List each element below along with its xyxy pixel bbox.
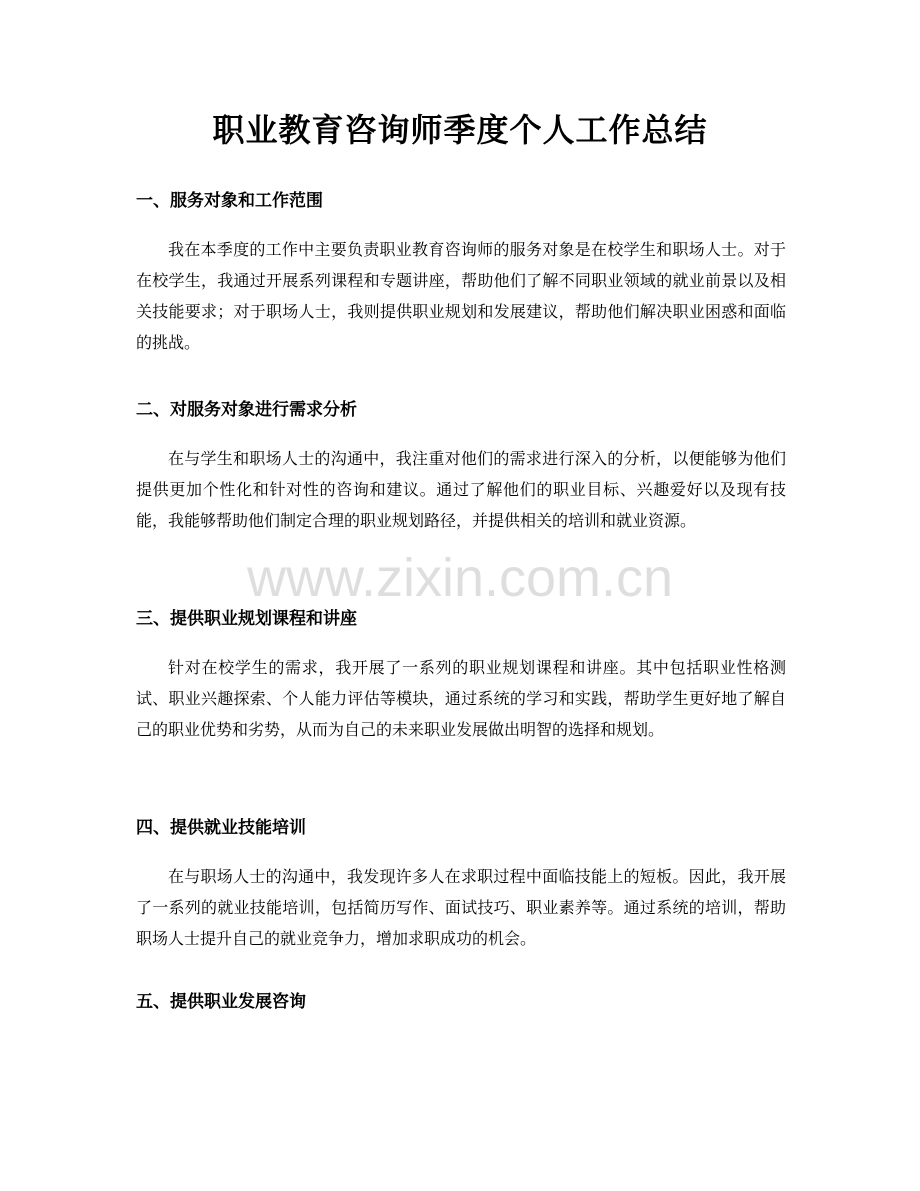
section-heading-3: 三、提供职业规划课程和讲座 [136, 609, 357, 629]
section-heading-2: 二、对服务对象进行需求分析 [136, 400, 357, 420]
section-body-3: 针对在校学生的需求，我开展了一系列的职业规划课程和讲座。其中包括职业性格测试、职业兴趣探索、个人能力评估等模块，通过系统的学习和实践，帮助学生更好地了解自己的职业优势和劣势，从而为自己的未来职业发展做出明智的选择和规划。 [136, 658, 786, 739]
section-heading-5: 五、提供职业发展咨询 [136, 992, 306, 1012]
document-title: 职业教育咨询师季度个人工作总结 [212, 111, 708, 149]
section-heading-4: 四、提供就业技能培训 [136, 818, 306, 838]
section-body-2: 在与学生和职场人士的沟通中，我注重对他们的需求进行深入的分析，以便能够为他们提供更加个性化和针对性的咨询和建议。通过了解他们的职业目标、兴趣爱好以及现有技能，我能够帮助他们制定合理的职业规划路径，并提供相关的培训和就业资源。 [136, 449, 786, 530]
watermark: www.zixin.com.cn [246, 548, 674, 608]
section-heading-1: 一、服务对象和工作范围 [136, 191, 323, 211]
section-body-4: 在与职场人士的沟通中，我发现许多人在求职过程中面临技能上的短板。因此，我开展了一系列的就业技能培训，包括简历写作、面试技巧、职业素养等。通过系统的培训，帮助职场人士提升自己的就业竞争力，增加求职成功的机会。 [136, 867, 786, 948]
section-body-1: 我在本季度的工作中主要负责职业教育咨询师的服务对象是在校学生和职场人士。对于在校学生，我通过开展系列课程和专题讲座，帮助他们了解不同职业领域的就业前景以及相关技能要求；对于职场人士，我则提供职业规划和发展建议，帮助他们解决职业困惑和面临的挑战。 [136, 240, 786, 352]
